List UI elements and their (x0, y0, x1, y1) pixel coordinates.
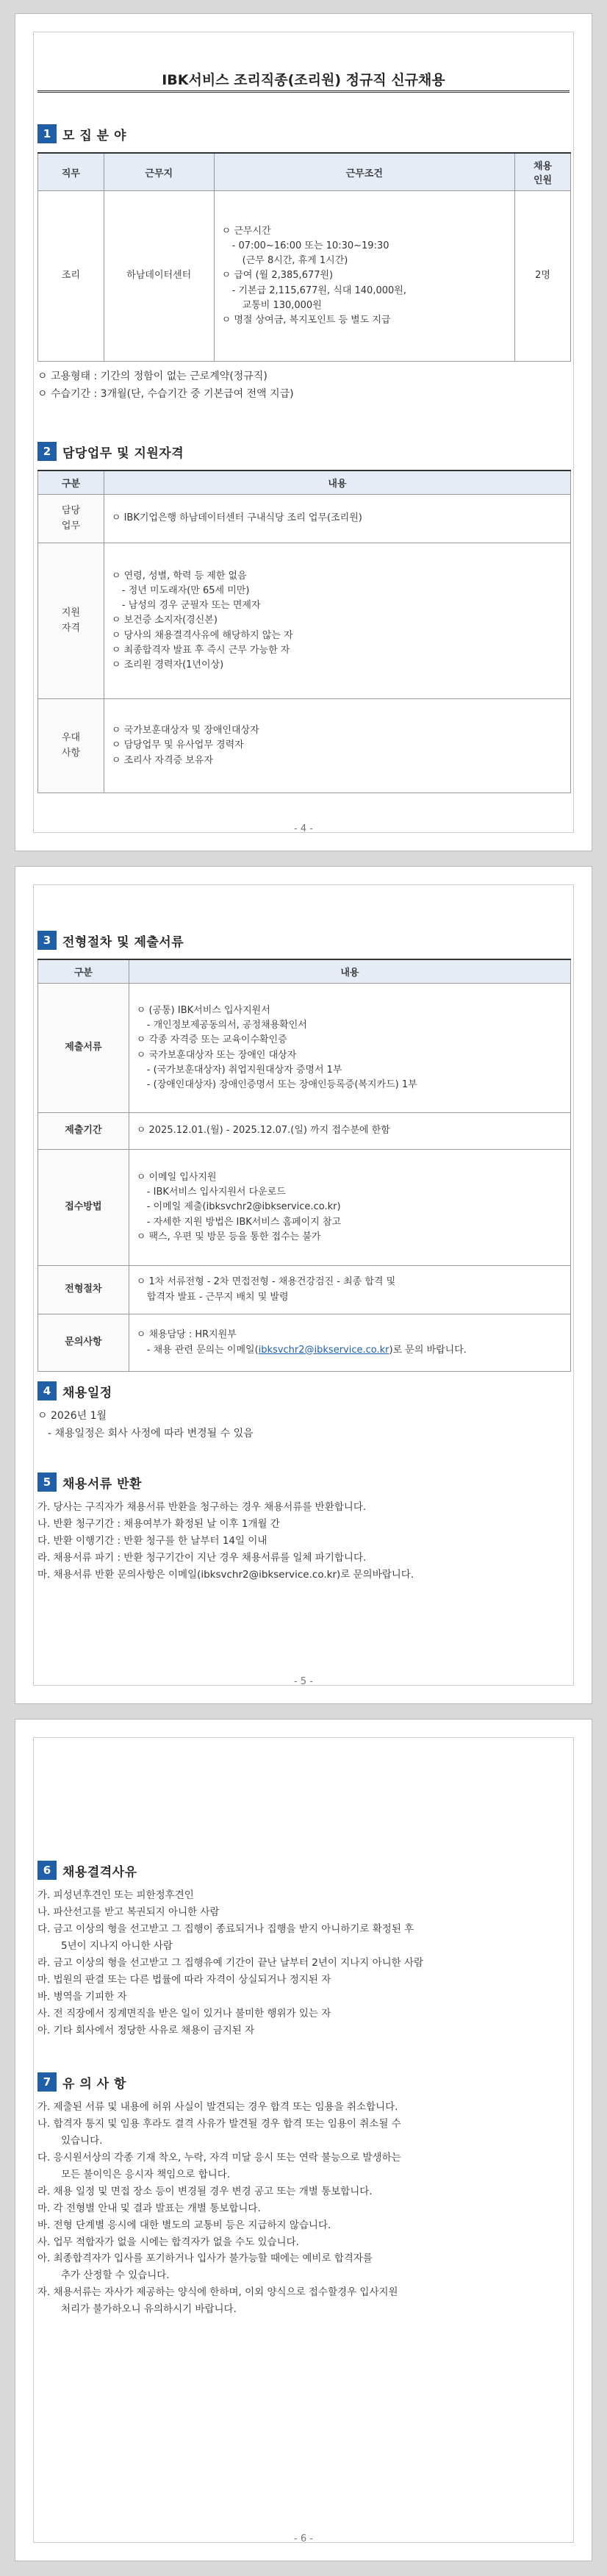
section-title: 담당업무 및 지원자격 (62, 446, 184, 461)
row-label: 우대 사항 (38, 699, 104, 793)
row-label: 제출기간 (38, 1113, 129, 1150)
content-line: 합격자 발표 - 근무지 배치 및 발령 (146, 1291, 289, 1303)
table-row (38, 191, 571, 362)
caution-line: 추가 산정할 수 있습니다. (61, 2269, 170, 2282)
caution-line: 아. 최종합격자가 입사를 포기하거나 입사가 불가능할 때에는 예비로 합격자를 (37, 2253, 373, 2265)
section-number-badge: 4 (37, 1381, 57, 1400)
cell-condition (214, 191, 514, 362)
disqualification-line: 나. 파산선고를 받고 복권되지 아니한 사람 (37, 1906, 220, 1918)
content-line: ㅇ 조리사 자격증 보유자 (111, 754, 213, 766)
return-line: 가. 당사는 구직자가 채용서류 반환을 청구하는 경우 채용서류를 반환합니다. (37, 1501, 367, 1513)
row-label: 제출서류 (38, 984, 129, 1113)
inquiry-prefix: - 채용 관련 문의는 이메일( (146, 1344, 259, 1356)
row-label: 전형절차 (38, 1266, 129, 1314)
table-row (38, 699, 571, 793)
caution-line: 있습니다. (61, 2134, 103, 2147)
section-number-badge: 5 (37, 1473, 57, 1492)
condition-line: 교통비 130,000원 (242, 299, 322, 311)
schedule-lines (37, 1408, 570, 1443)
content-line: ㅇ 팩스, 우편 및 방문 등을 통한 접수는 불가 (136, 1231, 321, 1242)
section-number-badge: 1 (37, 124, 57, 143)
page-6 (15, 1719, 592, 2561)
condition-line: - 기본급 2,115,677원, 식대 140,000원, (231, 285, 406, 296)
content-line: ㅇ 연령, 성별, 학력 등 제한 없음 (111, 570, 247, 582)
content-line: ㅇ 각종 자격증 또는 교육이수확인증 (136, 1034, 287, 1046)
caution-line: 처리가 불가하오니 유의하시기 바랍니다. (61, 2303, 237, 2316)
qualification-table (37, 470, 571, 793)
return-line: 라. 채용서류 파기 : 반환 청구기간이 지난 경우 채용서류를 일체 파기합니다. (37, 1551, 367, 1564)
schedule-line: ㅇ 2026년 1월 (37, 1410, 107, 1422)
section-number-badge: 7 (37, 2072, 57, 2092)
content-line: ㅇ (공통) IBK서비스 입사지원서 (136, 1005, 270, 1017)
col-header-category: 구분 (38, 959, 129, 984)
section-title: 채용서류 반환 (62, 1476, 142, 1492)
col-header-count: 채용 인원 (515, 153, 571, 191)
content-line: ㅇ 채용담당 : HR지원부 (136, 1329, 237, 1341)
content-line: ㅇ 담당업무 및 유사업무 경력자 (111, 740, 244, 751)
page-4 (15, 13, 592, 851)
disqualification-line: 아. 기타 회사에서 정당한 사유로 채용이 금지된 자 (37, 2024, 255, 2036)
note-line: ㅇ 고용형태 : 기간의 정함이 없는 근로계약(정규직) (37, 371, 267, 382)
col-header-job: 직무 (38, 153, 104, 191)
page-number: - 5 - (294, 1676, 313, 1687)
col-header-category: 구분 (38, 471, 104, 495)
schedule-line: - 채용일정은 회사 사정에 따라 변경될 수 있음 (48, 1427, 254, 1439)
recruit-table (37, 152, 571, 362)
row-label: 접수방법 (38, 1150, 129, 1266)
content-line: ㅇ 국가보훈대상자 및 장애인대상자 (111, 725, 259, 737)
content-line: ㅇ 2025.12.01.(월) - 2025.12.07.(일) 까지 접수분에 한함 (136, 1125, 390, 1137)
disqualification-line: 다. 금고 이상의 형을 선고받고 그 집행이 종료되거나 집행을 받지 아니하기로 확정된 후 (37, 1922, 414, 1935)
section-title: 채용결격사유 (62, 1864, 137, 1880)
row-label: 담당 업무 (38, 495, 104, 543)
cell-location: 하남데이터센터 (104, 191, 214, 362)
row-content (104, 495, 570, 543)
row-content (129, 1150, 570, 1266)
disqualification-line: 가. 피성년후견인 또는 피한정후견인 (37, 1889, 194, 1901)
section-number-badge: 6 (37, 1861, 57, 1880)
table-row (38, 543, 571, 699)
employment-notes (37, 368, 570, 404)
content-line: ㅇ 이메일 입사지원 (136, 1172, 217, 1184)
row-content (129, 1113, 570, 1150)
content-line: ㅇ 국가보훈대상자 또는 장애인 대상자 (136, 1049, 297, 1061)
col-header-location: 근무지 (104, 153, 214, 191)
content-line: ㅇ 당사의 채용결격사유에 해당하지 않는 자 (111, 629, 293, 641)
col-header-content: 내용 (104, 471, 570, 495)
content-line: - 자세한 지원 방법은 IBK서비스 홈페이지 참고 (146, 1216, 342, 1228)
return-line: 나. 반환 청구기간 : 채용여부가 확정된 날 이후 1개월 간 (37, 1517, 280, 1530)
content-line (137, 1343, 563, 1358)
caution-lines (37, 2099, 570, 2318)
content-line: - 정년 미도래자(만 65세 미만) (121, 585, 250, 597)
caution-line: 모든 불이익은 응시자 책임으로 합니다. (61, 2168, 231, 2180)
disqualification-line: 5년이 지나지 아니한 사람 (61, 1939, 173, 1952)
section-number-badge: 3 (37, 931, 57, 950)
table-row (38, 1266, 571, 1314)
section-title: 채용일정 (62, 1385, 112, 1400)
document-title: IBK서비스 조리직종(조리원) 정규직 신규채용 (162, 72, 445, 88)
content-line: ㅇ 보건증 소지자(경신본) (111, 615, 218, 626)
row-content (129, 1266, 570, 1314)
cell-job: 조리 (38, 191, 104, 362)
condition-line: ㅇ 근무시간 (221, 226, 271, 237)
section-2-header (37, 440, 570, 462)
caution-line: 나. 합격자 통지 및 임용 후라도 결격 사유가 발견될 경우 합격 또는 임용이 취소될 수 (37, 2117, 401, 2130)
section-5-header (37, 1471, 570, 1493)
row-content (129, 1314, 570, 1372)
content-line: ㅇ 최종합격자 발표 후 즉시 근무 가능한 자 (111, 644, 290, 656)
note-line: ㅇ 수습기간 : 3개월(단, 수습기간 중 기본급여 전액 지급) (37, 387, 294, 400)
title-underline (37, 90, 570, 93)
content-line: ㅇ IBK기업은행 하남데이터센터 구내식당 조리 업무(조리원) (111, 512, 362, 524)
table-row (38, 495, 571, 543)
document-return-lines (37, 1499, 570, 1584)
inquiry-suffix: )로 문의 바랍니다. (389, 1344, 467, 1356)
content-line: - (국가보훈대상자) 취업지원대상자 증명서 1부 (146, 1064, 342, 1076)
return-line: 다. 반환 이행기간 : 반환 청구를 한 날부터 14일 이내 (37, 1534, 267, 1547)
email-link[interactable]: ibksvchr2@ibkservice.co.kr (258, 1344, 389, 1356)
disqualification-line: 마. 법원의 판결 또는 다른 법률에 따라 자격이 상실되거나 정지된 자 (37, 1973, 331, 1986)
section-4-header (37, 1380, 570, 1402)
caution-line: 가. 제출된 서류 및 내용에 허위 사실이 발견되는 경우 합격 또는 임용을 취소합니다. (37, 2101, 398, 2113)
disqualification-lines (37, 1887, 570, 2039)
table-row (38, 1113, 571, 1150)
table-row (38, 1150, 571, 1266)
row-content (104, 543, 570, 699)
row-label: 문의사항 (38, 1314, 129, 1372)
content-line: ㅇ 조리원 경력자(1년이상) (111, 659, 224, 670)
caution-line: 사. 업무 적합자가 없을 시에는 합격자가 없을 수도 있습니다. (37, 2236, 299, 2248)
content-line: - 이메일 제출(ibksvchr2@ibkservice.co.kr) (146, 1201, 341, 1213)
section-number-badge: 2 (37, 442, 57, 461)
content-line: - 남성의 경우 군필자 또는 면제자 (121, 600, 261, 612)
disqualification-line: 바. 병역을 기피한 자 (37, 1990, 127, 2003)
cell-count: 2명 (515, 191, 571, 362)
caution-line: 바. 전형 단계별 응시에 대한 별도의 교통비 등은 지급하지 않습니다. (37, 2219, 331, 2231)
disqualification-line: 사. 전 직장에서 징계면직을 받은 일이 있거나 불미한 행위가 있는 자 (37, 2007, 331, 2019)
caution-line: 다. 응시원서상의 각종 기재 착오, 누락, 자격 미달 응시 또는 연락 불능으로 발생하는 (37, 2151, 401, 2164)
section-title: 모 집 분 야 (62, 128, 126, 143)
col-header-condition: 근무조건 (214, 153, 514, 191)
caution-line: 마. 각 전형별 안내 및 결과 발표는 개별 통보합니다. (37, 2202, 261, 2214)
section-3-header (37, 929, 570, 951)
procedure-table (37, 959, 571, 1372)
caution-line: 라. 채용 일정 및 면접 장소 등이 변경될 경우 변경 공고 또는 개별 통보합니다. (37, 2185, 373, 2197)
page-number: - 4 - (294, 823, 313, 834)
section-6-header (37, 1859, 570, 1881)
disqualification-line: 라. 금고 이상의 형을 선고받고 그 집행유예 기간이 끝난 날부터 2년이 지나지 아니한 사람 (37, 1956, 424, 1969)
row-content (104, 699, 570, 793)
section-title: 유 의 사 항 (62, 2076, 126, 2092)
page-number: - 6 - (294, 2533, 313, 2544)
col-header-content: 내용 (129, 959, 570, 984)
condition-line: - 07:00~16:00 또는 10:30~19:30 (231, 240, 389, 252)
content-line: - IBK서비스 입사지원서 다운로드 (146, 1187, 286, 1198)
condition-line: ㅇ 급여 (월 2,385,677원) (221, 270, 334, 282)
page-5 (15, 866, 592, 1704)
content-line: ㅇ 1차 서류전형 - 2차 면접전형 - 채용건강검진 - 최종 합격 및 (136, 1276, 396, 1288)
row-label: 지원 자격 (38, 543, 104, 699)
table-row (38, 984, 571, 1113)
row-content (129, 984, 570, 1113)
condition-line: ㅇ 명절 상여금, 복지포인트 등 별도 지급 (221, 314, 391, 326)
condition-line: (근무 8시간, 휴게 1시간) (242, 255, 348, 267)
section-7-header (37, 2071, 570, 2093)
section-1-header (37, 123, 570, 145)
section-title: 전형절차 및 제출서류 (62, 934, 184, 950)
content-line: - 개인정보제공동의서, 공정채용확인서 (146, 1020, 307, 1031)
content-line: - (장애인대상자) 장애인증명서 또는 장애인등록증(복지카드) 1부 (146, 1078, 417, 1090)
table-row (38, 1314, 571, 1372)
caution-line: 자. 채용서류는 자사가 제공하는 양식에 한하며, 이외 양식으로 접수할경우 입사지원 (37, 2286, 398, 2299)
return-line: 마. 채용서류 반환 문의사항은 이메일(ibksvchr2@ibkservice.co.kr)로 문의바랍니다. (37, 1568, 414, 1581)
